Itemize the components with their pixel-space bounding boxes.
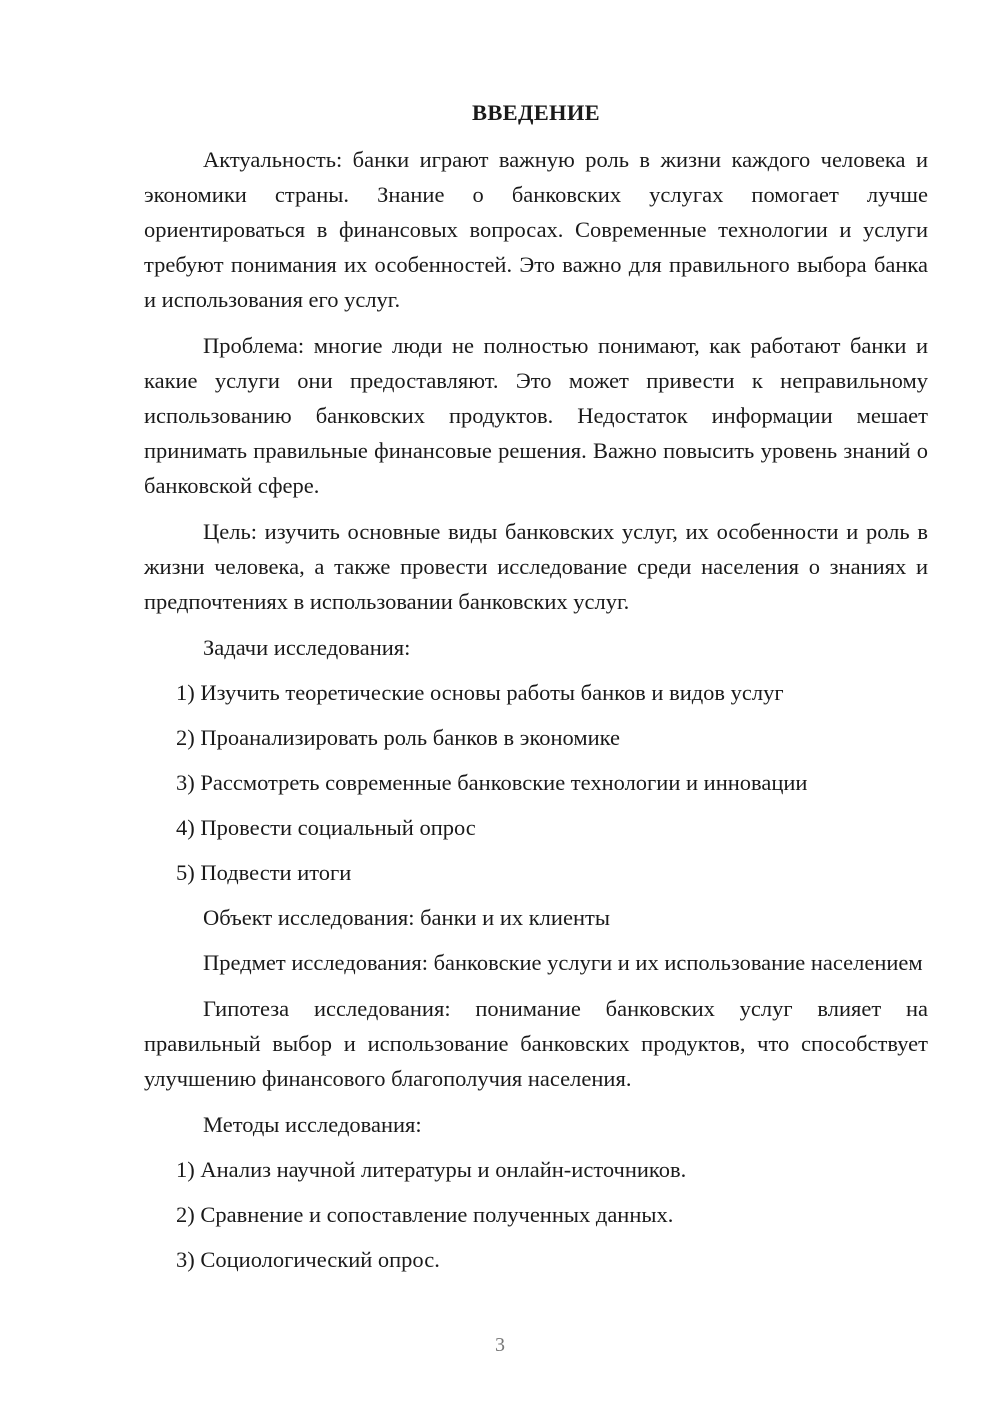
- methods-list: [144, 1152, 928, 1277]
- tasks-list: [144, 675, 928, 890]
- list-item: 4) Провести социальный опрос: [176, 815, 476, 840]
- object-line: Объект исследования: банки и их клиенты: [203, 905, 610, 930]
- document-page: [144, 95, 928, 1287]
- list-item: 2) Сравнение и сопоставление полученных данных.: [176, 1202, 674, 1227]
- list-item: 3) Социологический опрос.: [176, 1247, 440, 1272]
- list-item: 1) Изучить теоретические основы работы банков и видов услуг: [176, 680, 784, 705]
- relevance-paragraph: Актуальность: банки играют важную роль в жизни каждого человека и экономики страны. Знание о банковских услугах помогает лучше ориентироваться в финансовых вопросах. Современные технологии и услуги требуют понимания их особенностей. Это важно для правильного выбора банка и использования его услуг.: [144, 147, 928, 312]
- tasks-heading: Задачи исследования:: [203, 635, 411, 660]
- goal-paragraph: Цель: изучить основные виды банковских услуг, их особенности и роль в жизни человека, а также провести исследование среди населения о знаниях и предпочтениях в использовании банковских услуг.: [144, 519, 928, 614]
- methods-heading: Методы исследования:: [203, 1112, 422, 1137]
- list-item: 2) Проанализировать роль банков в экономике: [176, 725, 621, 750]
- list-item: 1) Анализ научной литературы и онлайн-источников.: [176, 1157, 687, 1182]
- page-number: 3: [495, 1334, 505, 1356]
- hypothesis-paragraph: Гипотеза исследования: понимание банковских услуг влияет на правильный выбор и использование банковских продуктов, что способствует улучшению финансового благополучия населения.: [144, 996, 928, 1091]
- list-item: 3) Рассмотреть современные банковские технологии и инновации: [176, 770, 808, 795]
- problem-paragraph: Проблема: многие люди не полностью понимают, как работают банки и какие услуги они предоставляют. Это может привести к неправильному использованию банковских продуктов. Недостаток информации мешает принимать правильные финансовые решения. Важно повысить уровень знаний о банковской сфере.: [144, 333, 928, 498]
- subject-paragraph: Предмет исследования: банковские услуги и их использование населением: [203, 950, 923, 975]
- list-item: 5) Подвести итоги: [176, 860, 352, 885]
- page-title: ВВЕДЕНИЕ: [472, 100, 600, 125]
